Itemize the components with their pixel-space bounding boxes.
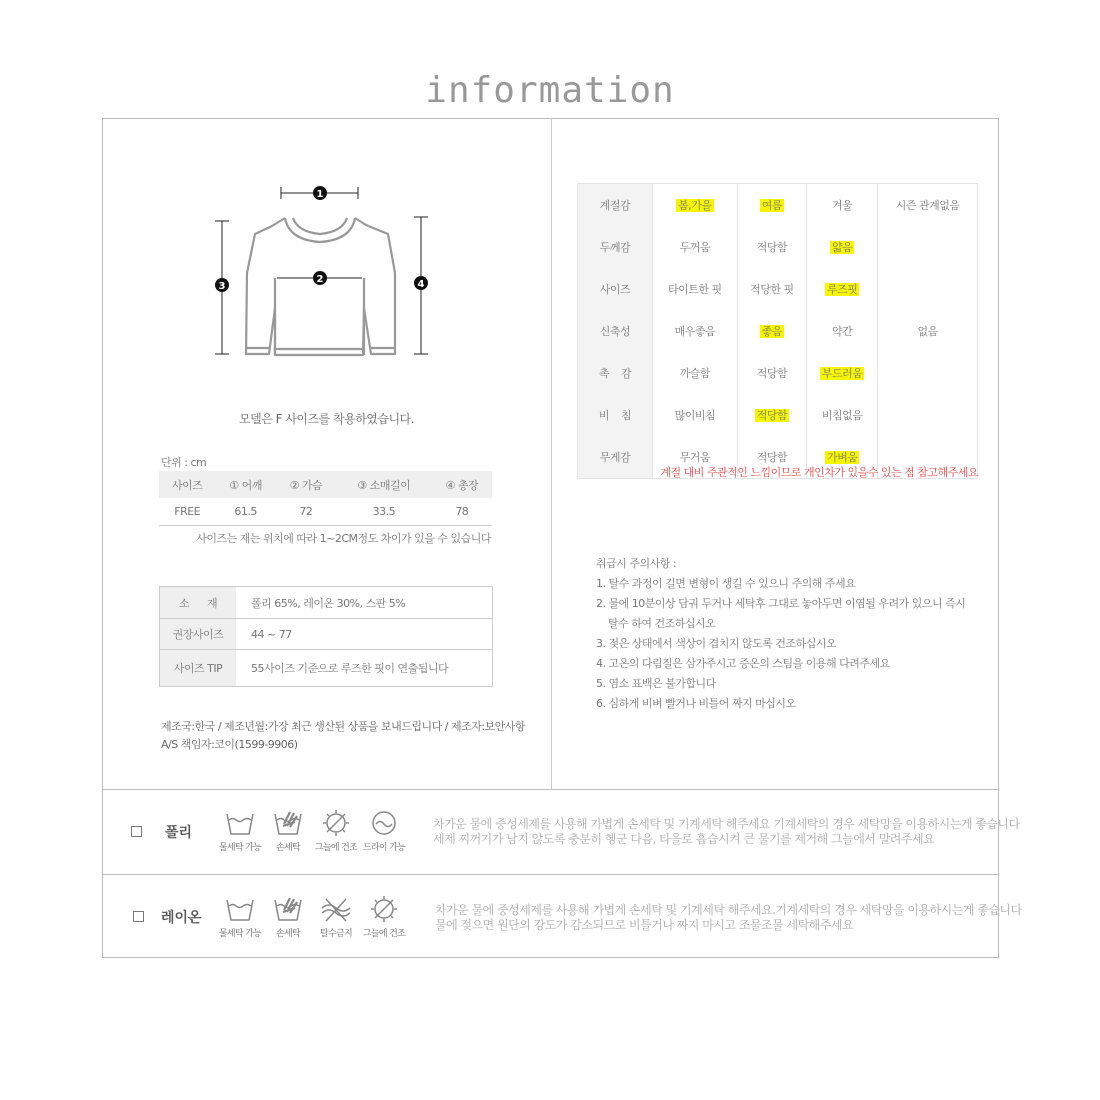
marker-3-badge [215, 278, 229, 292]
recommended-size-value: 44 ~ 77 [236, 619, 493, 650]
feature-cell [807, 268, 878, 310]
rayon-checkbox[interactable] [133, 911, 144, 922]
care-title: 취급시 주의사항 : [596, 557, 677, 570]
feature-value: 시즌 관계없음 [895, 199, 960, 212]
size-table-cell: 61.5 [215, 498, 275, 526]
page-title: information [425, 70, 675, 111]
svg-text:1: 1 [316, 189, 324, 200]
feature-cell [737, 310, 807, 352]
size-table-header-cell: ② 가슴 [276, 471, 336, 498]
rayon-care-text: 차가운 물에 중성세제를 사용해 가볍게 손세탁 및 기계세탁 해주세요.기계세탁의 경우 세탁망을 이용하시는게 좋습니다 물에 젖으면 원단의 강도가 감소되므로 비틀거나 짜지 마시고 조물조물 세탁해주세요 [435, 903, 1022, 932]
rayon-material-name: 레이온 [161, 910, 202, 926]
feature-cell [807, 310, 878, 352]
care-item: 6. 심하게 비벼 빨거나 비틀어 짜지 마십시오 [596, 697, 796, 710]
feature-cell [653, 352, 738, 394]
feature-value: 많이비침 [674, 409, 716, 422]
feature-label: 두께감 [578, 226, 653, 268]
feature-value: 적당함 [756, 367, 788, 380]
marker-1-badge [313, 186, 327, 200]
care-item: 탈수 하여 건조하십시오 [596, 617, 716, 630]
feature-label: 무게감 [578, 436, 653, 479]
feature-label: 계절감 [578, 184, 653, 227]
column-divider [551, 118, 552, 789]
marker-2-badge [313, 271, 327, 285]
water-wash-icon: 물세탁 가능 [216, 894, 264, 939]
feature-row [578, 394, 978, 436]
recommended-size-row [160, 619, 493, 650]
rayon-wash-icons [216, 894, 408, 939]
hand-wash-icon: 손세탁 [264, 808, 312, 853]
size-table [159, 471, 492, 526]
water-wash-icon: 물세탁 가능 [216, 808, 264, 853]
sweater-measure-diagram [205, 178, 435, 368]
size-table-cell: 72 [276, 498, 336, 526]
feature-value: 겨울 [832, 199, 853, 212]
feature-value: 타이트한 핏 [668, 283, 722, 296]
feature-row [578, 184, 978, 227]
feature-value-selected: 루즈핏 [826, 283, 858, 296]
feature-label: 사이즈 [578, 268, 653, 310]
feature-value-selected: 부드러움 [821, 367, 863, 380]
maker-line: 제조국:한국 / 제조년월:가장 최근 생산된 상품을 보내드립니다 / 제조자:보안사항 [161, 720, 526, 733]
feature-value: 비침없음 [821, 409, 863, 422]
size-table-header-cell: ③ 소매길이 [336, 471, 432, 498]
feature-row [578, 268, 978, 310]
care-instructions [596, 554, 965, 714]
shade-dry-icon: 그늘에 건조 [312, 808, 360, 853]
feature-cell [807, 184, 878, 227]
feature-table [577, 183, 978, 479]
feature-value: 까슬함 [679, 367, 711, 380]
no-wring-icon: 탈수금지 [312, 894, 360, 939]
size-table-header-cell: ④ 총장 [432, 471, 492, 498]
maker-info [161, 718, 525, 754]
feature-value: 무거움 [679, 451, 711, 464]
care-item: 4. 고온의 다림질은 삼가주시고 증온의 스팀을 이용해 다려주세요 [596, 657, 890, 670]
feature-value: 약간 [832, 325, 853, 338]
feature-value-selected: 봄,가을 [678, 199, 712, 212]
size-tip-row [160, 650, 493, 687]
feature-cell [737, 268, 807, 310]
feature-value-selected: 좋음 [761, 325, 783, 338]
material-value: 폴리 65%, 레이온 30%, 스판 5% [236, 587, 493, 619]
svg-text:4: 4 [417, 279, 425, 290]
feature-label: 비 침 [578, 394, 653, 436]
care-item: 3. 젖은 상태에서 색상이 겹치지 않도록 건조하십시오 [596, 637, 837, 650]
feature-value: 없음 [917, 325, 938, 338]
size-table-header-cell: 사이즈 [159, 471, 215, 498]
feature-value-selected: 가벼움 [826, 451, 858, 464]
feature-cell [653, 268, 738, 310]
feature-label: 촉 감 [578, 352, 653, 394]
sweater-outline [246, 218, 395, 355]
feature-value: 두꺼움 [679, 241, 711, 254]
feature-cell [807, 226, 878, 268]
feature-value-selected: 얇음 [832, 241, 853, 254]
feature-cell [653, 184, 738, 227]
care-item: 2. 물에 10분이상 담궈 두거나 세탁후 그대로 놓아두면 이염될 우려가 있으니 즉시 [596, 597, 966, 610]
feature-cell [653, 394, 738, 436]
feature-cell [878, 226, 978, 268]
feature-row [578, 226, 978, 268]
feature-value: 매우좋음 [674, 325, 716, 338]
recommended-size-label: 권장사이즈 [160, 619, 237, 650]
wash-divider-top [102, 789, 999, 790]
feature-cell [737, 394, 807, 436]
feature-cell [737, 352, 807, 394]
feature-cell [878, 352, 978, 394]
feature-cell [807, 394, 878, 436]
size-tip-label: 사이즈 TIP [160, 650, 237, 687]
feature-row [578, 310, 978, 352]
feature-value: 적당함 [756, 451, 788, 464]
size-variance-note: 사이즈는 재는 위치에 따라 1~2CM정도 차이가 있을 수 있습니다 [196, 532, 491, 545]
material-row [160, 587, 493, 619]
feature-value: 적당한 핏 [750, 283, 794, 296]
size-tip-value: 55사이즈 기준으로 루즈한 핏이 연출됩니다 [236, 650, 493, 687]
size-table-cell: 78 [432, 498, 492, 526]
dry-clean-icon: 드라이 가능 [360, 808, 408, 853]
feature-cell [878, 184, 978, 227]
care-item: 1. 탈수 과정이 길면 변형이 생길 수 있으니 주의해 주세요 [596, 577, 856, 590]
poly-wash-icons [216, 808, 408, 853]
poly-care-text: 차가운 물에 중성세제를 사용해 가볍게 손세탁 및 기계세탁 해주세요 기계세탁의 경우 세탁망을 이용하시는게 좋습니다 세제 찌꺼기가 남지 않도록 충분히 헹군 다음, 타올로 흡습시켜 큰 물기를 제거해 그늘에서 말려주세요 [433, 817, 1020, 846]
size-table-header [159, 471, 492, 498]
model-size-note: 모델은 F 사이즈를 착용하였습니다. [239, 412, 414, 426]
feature-label: 신축성 [578, 310, 653, 352]
feature-cell [653, 226, 738, 268]
unit-label: 단위 : cm [161, 456, 207, 469]
feature-cell [878, 310, 978, 352]
poly-material-name: 폴리 [165, 825, 193, 841]
material-label: 소 재 [160, 587, 237, 619]
as-contact-line: A/S 책임자:코이(1599-9906) [161, 738, 298, 751]
feature-cell [878, 268, 978, 310]
material-table [159, 586, 493, 687]
shade-dry-icon: 그늘에 건조 [360, 894, 408, 939]
feature-cell [653, 310, 738, 352]
feature-row [578, 352, 978, 394]
feature-value: 적당함 [756, 241, 788, 254]
care-item: 5. 염소 표백은 불가합니다 [596, 677, 716, 690]
poly-checkbox[interactable] [131, 826, 142, 837]
feature-value-selected: 적당함 [756, 409, 788, 422]
hand-wash-icon: 손세탁 [264, 894, 312, 939]
size-table-cell: FREE [159, 498, 215, 526]
size-table-header-cell: ① 어깨 [215, 471, 275, 498]
feature-cell [807, 352, 878, 394]
feature-value-selected: 여름 [761, 199, 783, 212]
feature-disclaimer: 계절 대비 주관적인 느낌이므로 개인차가 있을수 있는 점 참고해주세요 [660, 466, 978, 479]
feature-cell [878, 394, 978, 436]
feature-cell [737, 184, 807, 227]
marker-4-badge [414, 276, 428, 290]
wash-divider-middle [102, 874, 999, 875]
size-table-row [159, 498, 492, 526]
feature-cell [737, 226, 807, 268]
svg-text:2: 2 [316, 274, 324, 285]
svg-text:3: 3 [218, 281, 226, 292]
size-table-cell: 33.5 [336, 498, 432, 526]
